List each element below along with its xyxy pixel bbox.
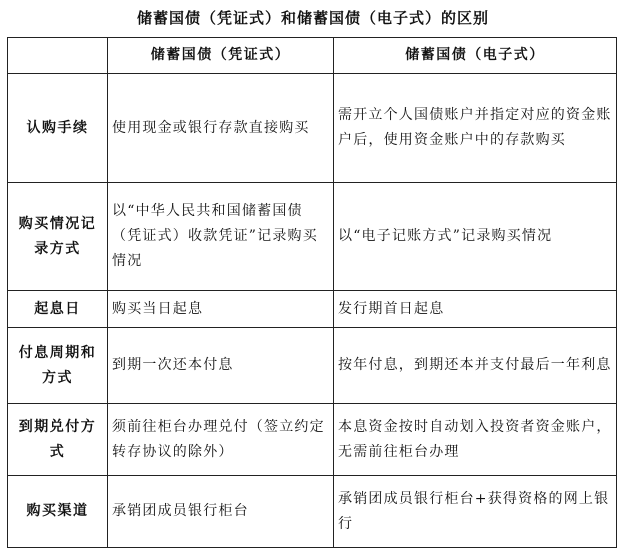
header-certificate: 储蓄国债（凭证式） [108,38,334,74]
electronic-cell: 以“电子记账方式”记录购买情况 [334,183,617,291]
header-empty [8,38,108,74]
table-row [8,328,617,404]
electronic-cell: 发行期首日起息 [334,291,617,328]
row-label: 付息周期和方式 [8,328,108,404]
page-title: 储蓄国债（凭证式）和储蓄国债（电子式）的区别 [136,9,489,27]
table-row [8,476,617,548]
header-electronic: 储蓄国债（电子式） [334,38,617,74]
row-label: 认购手续 [8,74,108,183]
table-row [8,183,617,291]
electronic-cell: 需开立个人国债账户并指定对应的资金账户后，使用资金账户中的存款购买 [334,74,617,183]
row-label: 购买渠道 [8,476,108,548]
table-row [8,74,617,183]
certificate-cell: 须前往柜台办理兑付（签立约定转存协议的除外） [108,404,334,476]
table-header-row [8,38,617,74]
row-label: 购买情况记录方式 [8,183,108,291]
row-label: 起息日 [8,291,108,328]
row-label: 到期兑付方式 [8,404,108,476]
certificate-cell: 购买当日起息 [108,291,334,328]
certificate-cell: 以“中华人民共和国储蓄国债（凭证式）收款凭证”记录购买情况 [108,183,334,291]
certificate-cell: 使用现金或银行存款直接购买 [108,74,334,183]
electronic-cell: 按年付息，到期还本并支付最后一年利息 [334,328,617,404]
electronic-cell: 本息资金按时自动划入投资者资金账户，无需前往柜台办理 [334,404,617,476]
electronic-cell: 承销团成员银行柜台+获得资格的网上银行 [334,476,617,548]
comparison-table [7,37,617,548]
table-row [8,404,617,476]
certificate-cell: 承销团成员银行柜台 [108,476,334,548]
certificate-cell: 到期一次还本付息 [108,328,334,404]
table-row [8,291,617,328]
